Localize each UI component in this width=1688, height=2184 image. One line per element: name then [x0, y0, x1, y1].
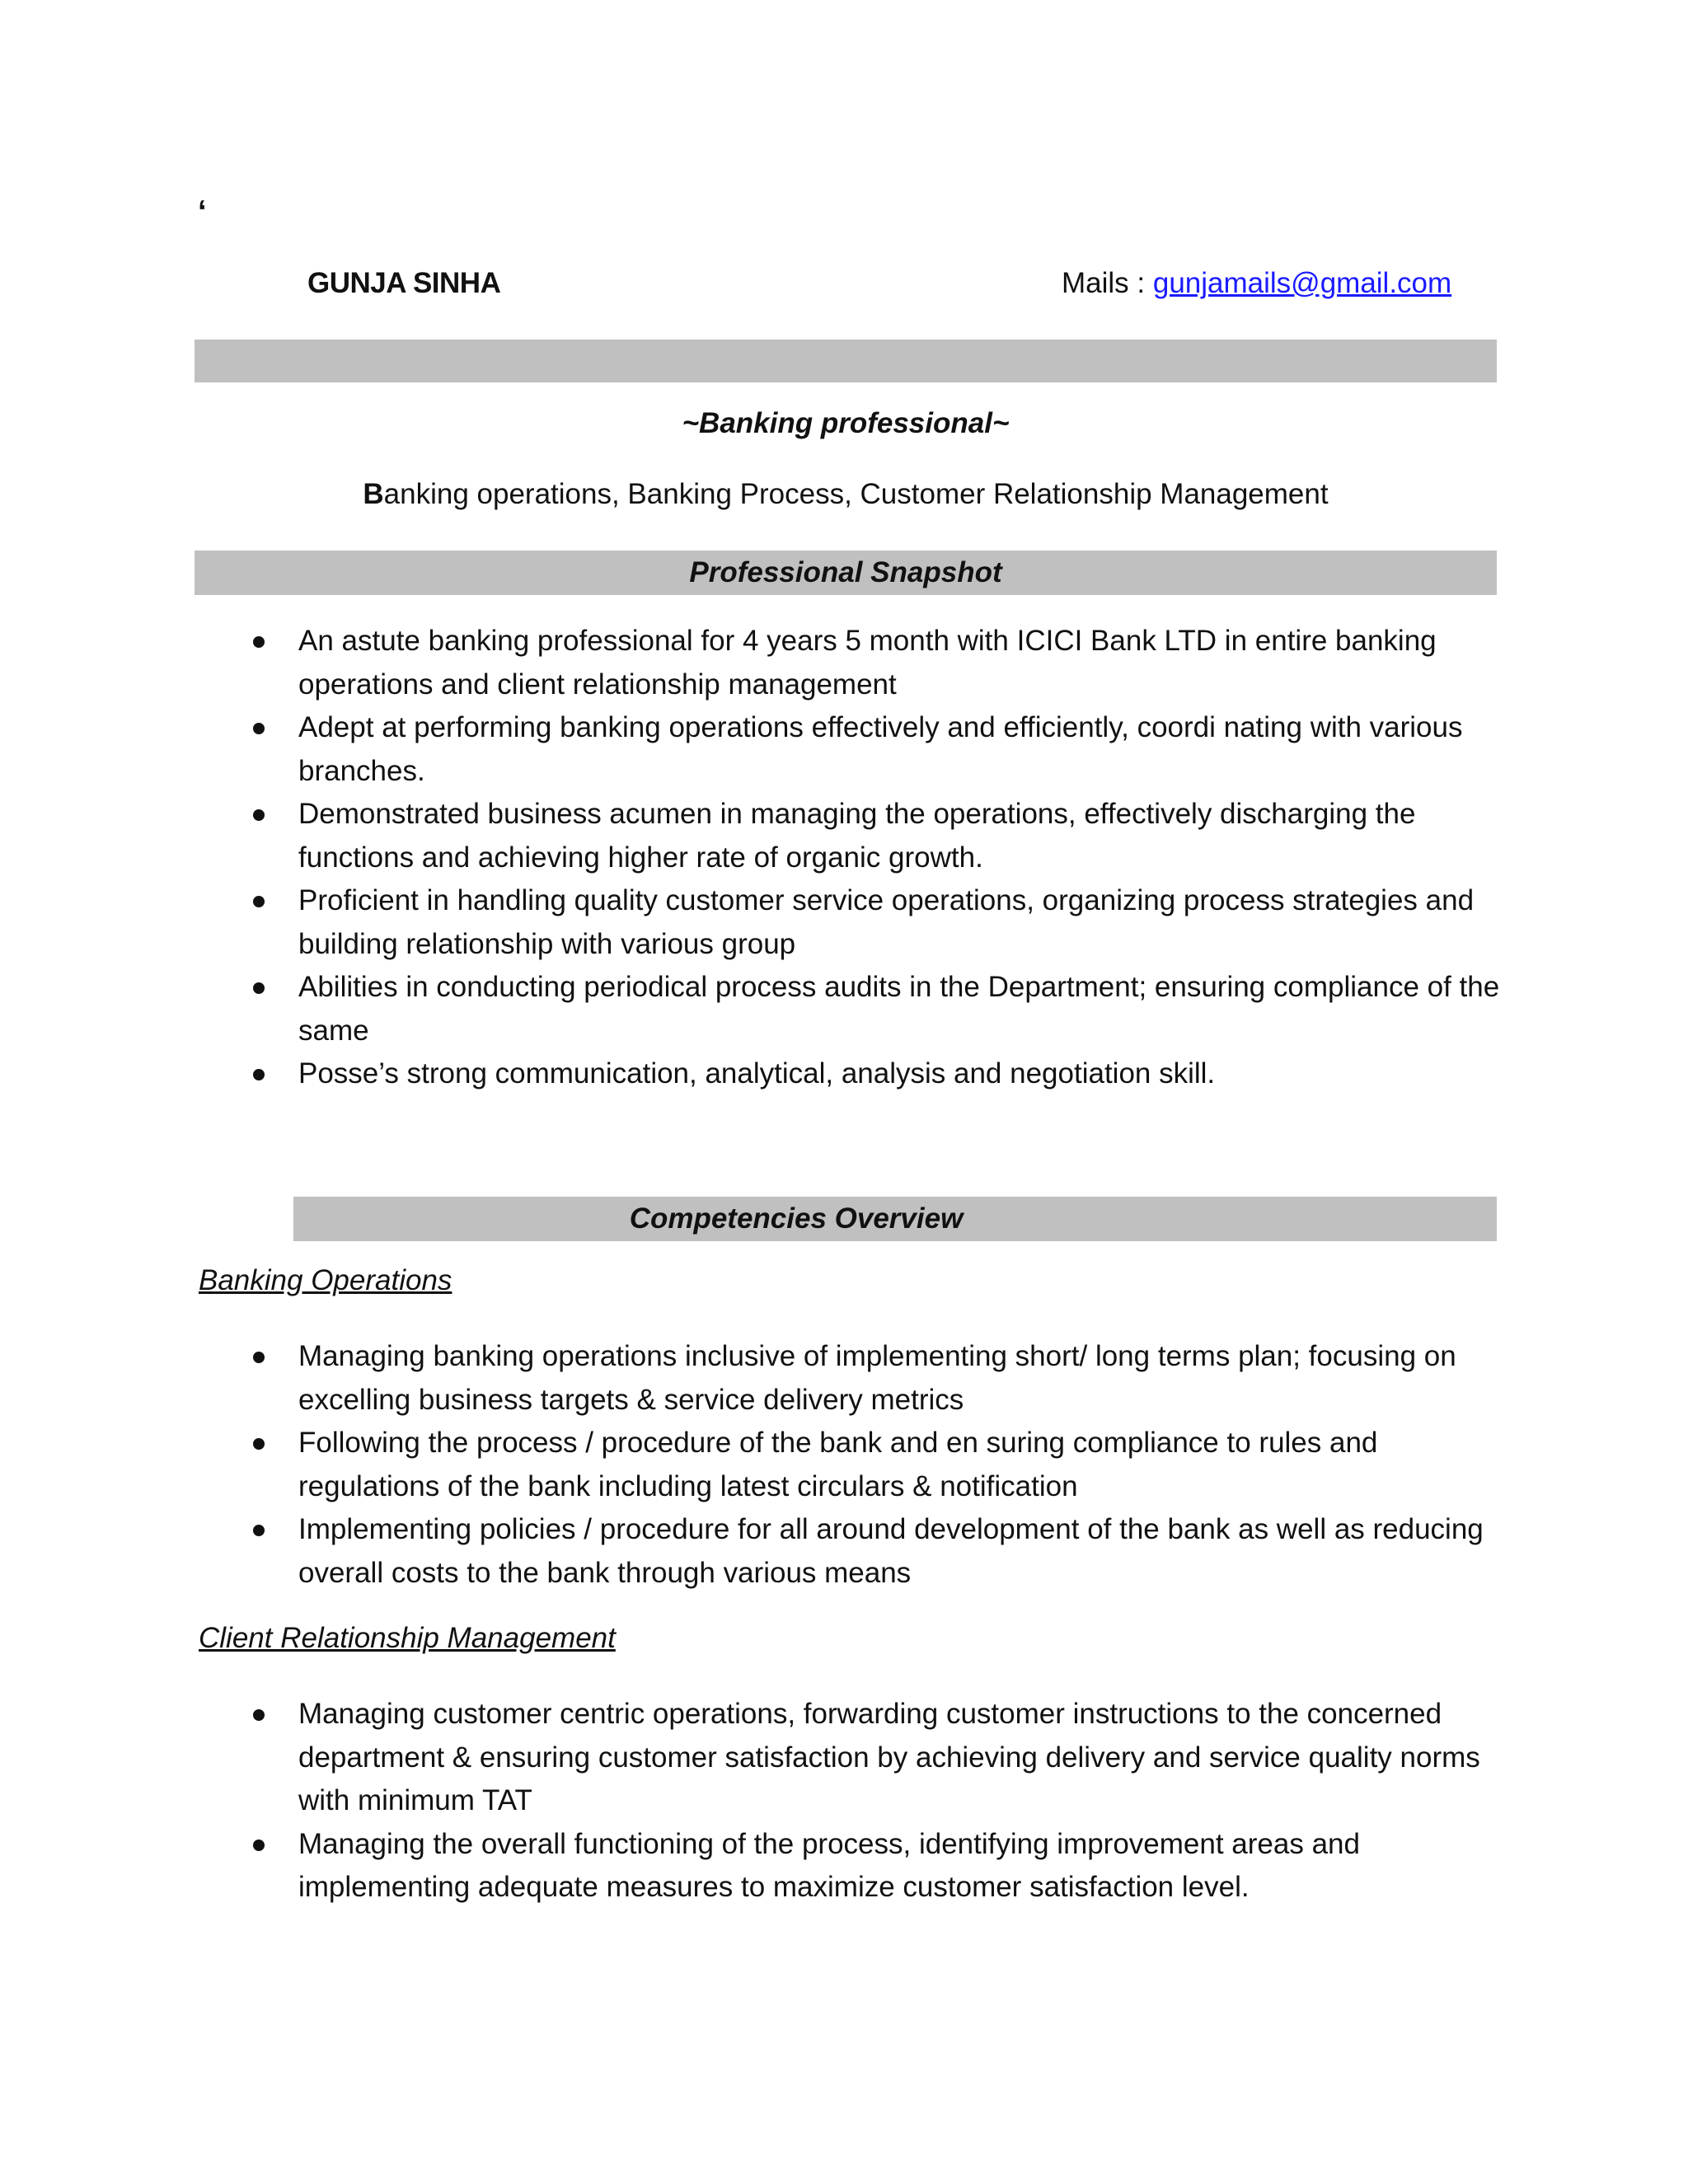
candidate-name: GUNJA SINHA	[307, 267, 501, 299]
bullet-icon	[253, 636, 265, 648]
professional-tagline: ~Banking professional~	[682, 407, 1010, 439]
bullet-icon	[253, 1525, 265, 1536]
bullet-icon	[253, 1709, 265, 1721]
section-title-competencies-overview: Competencies Overview	[629, 1202, 964, 1235]
list-item: Implementing policies / procedure for all around development of the bank as well as reducing overall costs to the bank through various means	[298, 1508, 1510, 1595]
specialization-text: anking operations, Banking Process, Customer Relationship Management	[383, 478, 1329, 510]
bullet-icon	[253, 896, 265, 907]
bullet-icon	[253, 809, 265, 821]
section-title-professional-snapshot: Professional Snapshot	[689, 556, 1002, 588]
subheading-banking-operations: Banking Operations	[199, 1264, 452, 1296]
list-item: Abilities in conducting periodical process audits in the Department; ensuring compliance of the same	[298, 966, 1510, 1052]
section-header-competencies-overview	[293, 1197, 1497, 1241]
list-item: Adept at performing banking operations effectively and efficiently, coordi nating with various branches.	[298, 706, 1510, 793]
list-item: Posse’s strong communication, analytical, analysis and negotiation skill.	[298, 1052, 1510, 1096]
email-link[interactable]: gunjamails@gmail.com	[1152, 267, 1452, 299]
bullet-icon	[253, 1438, 265, 1450]
section-header-professional-snapshot	[195, 551, 1497, 595]
specialization-first-letter: B	[363, 478, 384, 510]
list-item: An astute banking professional for 4 years 5 month with ICICI Bank LTD in entire banking operations and client relationship management	[298, 620, 1510, 706]
bullet-icon	[253, 982, 265, 994]
contact-email-line	[1062, 267, 1451, 300]
bullet-icon	[253, 1840, 265, 1851]
list-item: Managing the overall functioning of the process, identifying improvement areas and implementing adequate measures to maximize customer satisfaction level.	[298, 1823, 1510, 1910]
list-item: Managing banking operations inclusive of implementing short/ long terms plan; focusing on excelling business targets & service delivery metrics	[298, 1335, 1510, 1422]
subheading-client-relationship-management: Client Relationship Management	[199, 1622, 616, 1654]
header-divider-band	[195, 340, 1497, 382]
bullet-icon	[253, 723, 265, 734]
list-item: Proficient in handling quality customer service operations, organizing process strategies and building relationship with various group	[298, 879, 1510, 966]
professional-snapshot-list	[298, 620, 1510, 1096]
mail-label: Mails :	[1062, 267, 1146, 299]
list-item: Managing customer centric operations, forwarding customer instructions to the concerned department & ensuring customer satisfaction by achieving delivery and service quality norms with minimum TAT	[298, 1693, 1510, 1823]
bullet-icon	[253, 1352, 265, 1363]
stray-quote-mark: ‘	[198, 194, 207, 229]
bullet-icon	[253, 1069, 265, 1080]
list-item: Demonstrated business acumen in managing the operations, effectively discharging the functions and achieving higher rate of organic growth.	[298, 793, 1510, 879]
banking-operations-list	[298, 1335, 1510, 1595]
list-item: Following the process / procedure of the bank and en suring compliance to rules and regulations of the bank including latest circulars & notification	[298, 1422, 1510, 1508]
client-relationship-list	[298, 1693, 1510, 1910]
specialization-line	[195, 478, 1497, 511]
